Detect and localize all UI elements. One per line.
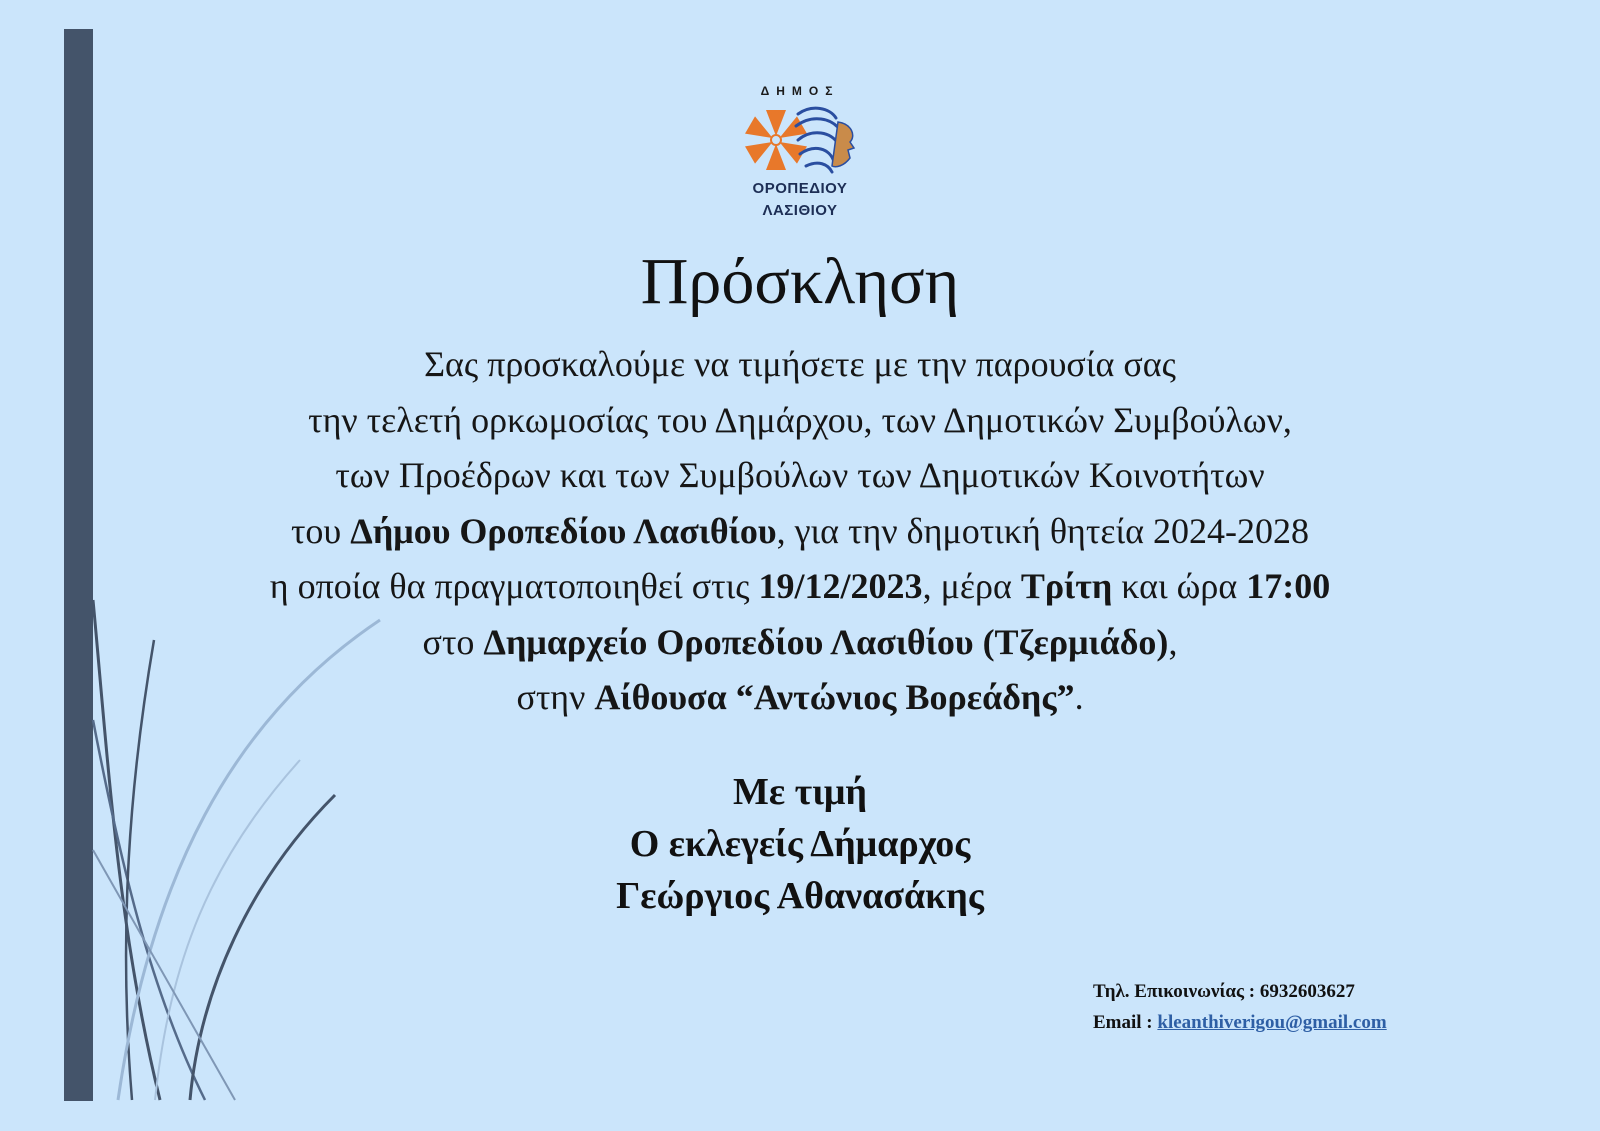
- event-day: Τρίτη: [1020, 566, 1113, 606]
- body-line-1: Σας προσκαλούμε να τιμήσετε με την παρουσία σας: [424, 344, 1176, 384]
- body-line-4: [0, 504, 1600, 560]
- signature-closing: Με τιμή: [732, 771, 868, 813]
- logo-top-text: ΔΗΜΟΣ: [760, 84, 840, 98]
- signature-block: [0, 766, 1600, 922]
- email-link[interactable]: kleanthiverigou@gmail.com: [1157, 1012, 1387, 1033]
- signature-name: Γεώργιος Αθανασάκης: [616, 875, 984, 917]
- logo-line-1: ΟΡΟΠΕΔΙΟΥ: [752, 180, 848, 197]
- invitation-body: [0, 337, 1600, 726]
- body-text: ,: [1168, 621, 1178, 662]
- body-line-2: την τελετή ορκωμοσίας του Δημάρχου, των Δημοτικών Συμβούλων,: [308, 399, 1292, 440]
- body-text: , για την δημοτική θητεία 2024-2028: [776, 510, 1310, 551]
- invitation-title: Πρόσκληση: [640, 245, 960, 318]
- body-text: .: [1074, 677, 1084, 717]
- logo-bottom-text: [720, 178, 880, 222]
- body-text: η οποία θα πραγματοποιηθεί στις: [269, 566, 759, 606]
- body-line-3: των Προέδρων και των Συμβούλων των Δημοτικών Κοινοτήτων: [335, 455, 1265, 495]
- signature-role: Ο εκλεγείς Δήμαρχος: [629, 823, 971, 865]
- municipality-logo: [720, 82, 880, 228]
- logo-line-2: ΛΑΣΙΘΙΟΥ: [762, 202, 838, 219]
- body-text: , μέρα: [922, 566, 1021, 606]
- body-line-5: [0, 559, 1600, 615]
- event-time: 17:00: [1246, 566, 1331, 606]
- body-text: στο: [422, 621, 484, 662]
- event-date: 19/12/2023: [758, 566, 923, 606]
- event-venue: Δημαρχείο Οροπεδίου Λασιθίου (Τζερμιάδο): [483, 621, 1169, 662]
- email-label: Email :: [1093, 1012, 1158, 1033]
- event-hall: Αίθουσα “Αντώνιος Βορεάδης”: [594, 677, 1075, 717]
- phone-number: 6932603627: [1259, 981, 1355, 1002]
- body-text: στην: [516, 677, 595, 717]
- body-line-7: [0, 670, 1600, 726]
- body-text: του: [290, 510, 351, 551]
- contact-phone-row: [1093, 976, 1513, 1007]
- phone-label: Τηλ. Επικοινωνίας :: [1093, 981, 1260, 1002]
- contact-email-row: [1093, 1007, 1513, 1038]
- logo-emblem-icon: [740, 104, 860, 176]
- municipality-name: Δήμου Οροπεδίου Λασιθίου: [350, 510, 777, 551]
- contact-info: [1093, 976, 1513, 1038]
- body-line-6: [0, 615, 1600, 671]
- body-text: και ώρα: [1112, 566, 1247, 606]
